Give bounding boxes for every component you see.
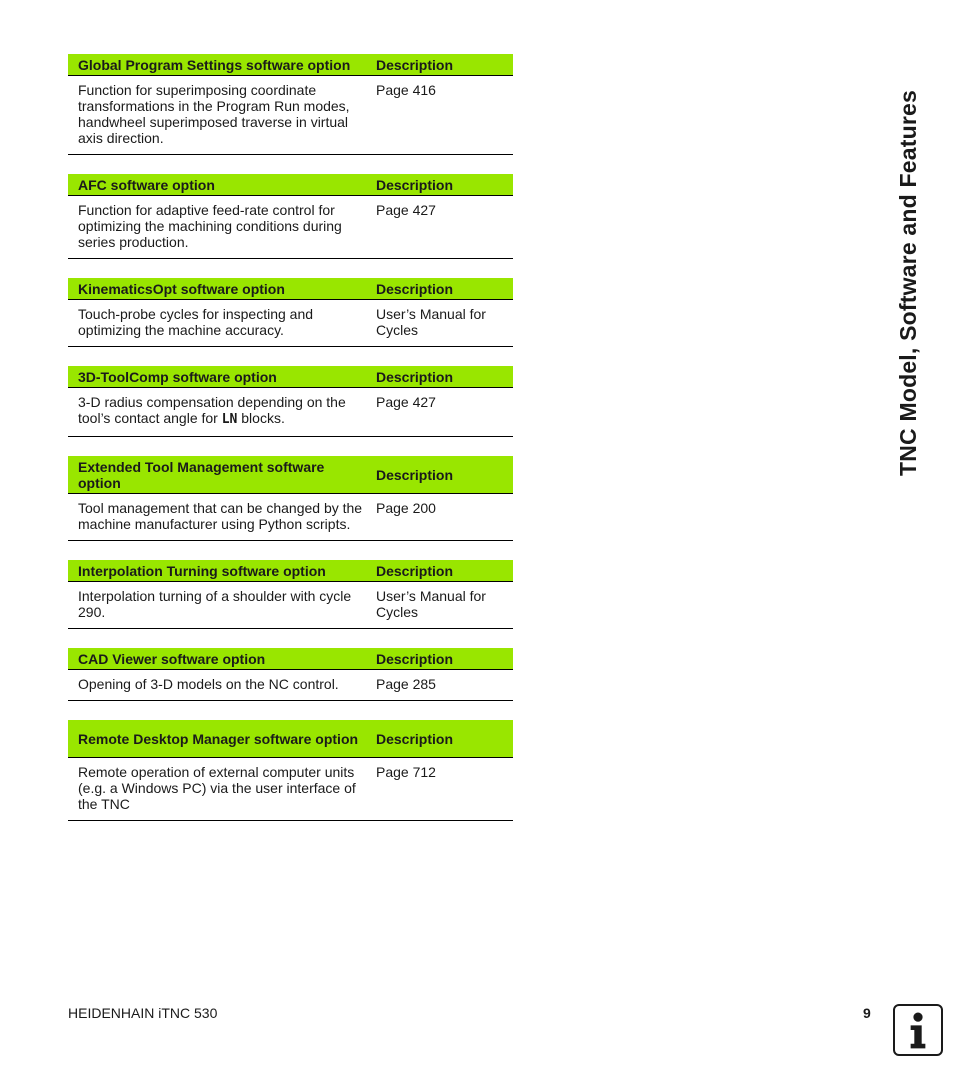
description-header: Description xyxy=(376,176,454,193)
table-header-row xyxy=(68,720,513,758)
info-icon xyxy=(893,1004,943,1056)
option-name-header: KinematicsOpt software option xyxy=(78,280,285,297)
description-header: Description xyxy=(376,56,454,73)
option-name-header: CAD Viewer software option xyxy=(78,650,266,667)
chapter-side-title: TNC Model, Software and Features xyxy=(895,90,921,476)
option-description xyxy=(68,394,376,428)
info-icon-glyph xyxy=(895,1006,941,1054)
description-header: Description xyxy=(376,280,454,297)
option-description: Function for superimposing coordinate transformations in the Program Run modes, handwheel superimposed traverse in virtual axis direction. xyxy=(78,82,350,146)
option-name-header: AFC software option xyxy=(78,176,215,193)
table-row xyxy=(68,582,513,629)
table-row xyxy=(68,494,513,541)
option-table-global-program-settings xyxy=(68,54,513,155)
option-name-header: Extended Tool Management software option xyxy=(78,458,325,491)
table-row xyxy=(68,670,513,701)
page-reference: Page 416 xyxy=(376,82,436,98)
option-table-3d-toolcomp xyxy=(68,366,513,437)
table-header-row xyxy=(68,648,513,670)
option-table-kinematicsopt xyxy=(68,278,513,347)
footer-product-name: HEIDENHAIN iTNC 530 xyxy=(68,1005,218,1021)
option-description: Tool management that can be changed by the machine manufacturer using Python scripts. xyxy=(78,500,363,532)
table-row xyxy=(68,76,513,155)
page-reference: Page 285 xyxy=(376,676,436,692)
table-header-row xyxy=(68,456,513,494)
page-reference: User’s Manual for Cycles xyxy=(376,588,486,620)
table-header-row xyxy=(68,174,513,196)
option-description: Touch-probe cycles for inspecting and optimizing the machine accuracy. xyxy=(78,306,314,338)
option-table-remote-desktop-manager xyxy=(68,720,513,821)
table-header-row xyxy=(68,278,513,300)
page-reference: Page 427 xyxy=(376,202,436,218)
page-reference: User’s Manual for Cycles xyxy=(376,306,486,338)
software-options-tables xyxy=(68,54,513,840)
page-reference: Page 200 xyxy=(376,500,436,516)
table-header-row xyxy=(68,560,513,582)
option-name-header: 3D-ToolComp software option xyxy=(78,368,277,385)
description-text-end: blocks. xyxy=(237,410,285,426)
option-description: Opening of 3-D models on the NC control. xyxy=(78,676,339,692)
option-description: Interpolation turning of a shoulder with cycle 290. xyxy=(78,588,352,620)
option-table-cad-viewer xyxy=(68,648,513,701)
table-row xyxy=(68,758,513,821)
description-text-start: 3-D radius compensation depending on the tool’s contact angle for xyxy=(78,394,346,426)
description-header: Description xyxy=(376,368,454,385)
ln-code: LN xyxy=(221,412,238,427)
option-description: Function for adaptive feed-rate control for optimizing the machining conditions during series production. xyxy=(78,202,342,250)
table-row xyxy=(68,300,513,347)
description-header: Description xyxy=(376,562,454,579)
page-reference: Page 427 xyxy=(376,394,436,410)
option-table-afc xyxy=(68,174,513,259)
option-name-header: Remote Desktop Manager software option xyxy=(78,730,359,747)
option-name-header: Global Program Settings software option xyxy=(78,56,351,73)
table-header-row xyxy=(68,366,513,388)
description-header: Description xyxy=(376,730,454,747)
option-table-extended-tool-management xyxy=(68,456,513,541)
page-reference: Page 712 xyxy=(376,764,436,780)
table-header-row xyxy=(68,54,513,76)
table-row xyxy=(68,196,513,259)
page-number: 9 xyxy=(863,1005,871,1021)
option-table-interpolation-turning xyxy=(68,560,513,629)
description-header: Description xyxy=(376,466,454,483)
table-row xyxy=(68,388,513,437)
option-name-header: Interpolation Turning software option xyxy=(78,562,326,579)
option-description: Remote operation of external computer units (e.g. a Windows PC) via the user interface of the TNC xyxy=(78,764,356,812)
description-header: Description xyxy=(376,650,454,667)
